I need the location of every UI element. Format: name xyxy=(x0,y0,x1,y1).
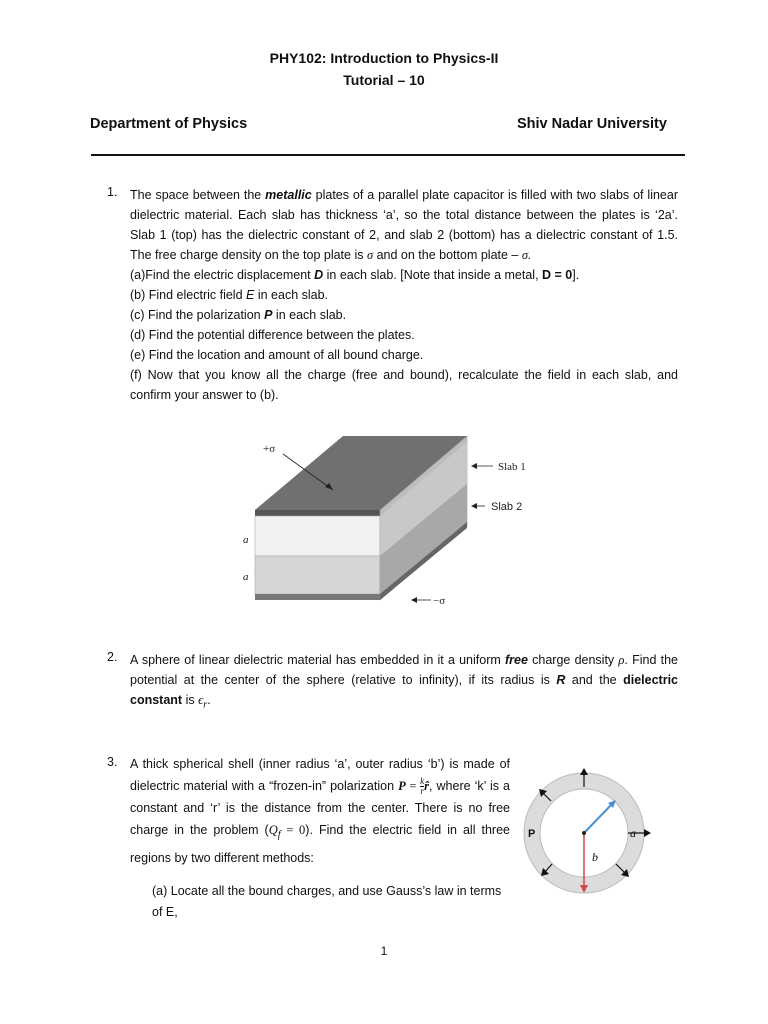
q3-text-2: , where ‘k’ is a constant and ‘r’ is the distance from the center. There is no free charge in the problem ( xyxy=(130,779,510,837)
q1-text-1: The space between the xyxy=(130,188,266,202)
question-3-part-a: (a) Locate all the bound charges, and use Gauss’s law in terms of E, xyxy=(152,884,502,919)
center-point xyxy=(582,831,586,835)
slab-2-arrowhead xyxy=(471,503,477,509)
q3-equals: = xyxy=(405,779,421,793)
q3-Q-sub: f xyxy=(277,829,281,841)
department-name: Department of Physics xyxy=(90,116,248,132)
question-1-part-a xyxy=(130,265,678,285)
q2-text-4: and the xyxy=(565,673,624,687)
inner-radius-label: a xyxy=(630,826,636,840)
question-1-part-d: (d) Find the potential difference between the plates. xyxy=(130,328,415,342)
question-1-part-f: (f) Now that you know all the charge (free and bound), recalculate the field in each slab, and confirm your answer to (b). xyxy=(130,368,678,402)
q2-epsilon: ϵ xyxy=(198,693,204,707)
question-1-part-b xyxy=(130,285,678,305)
q2-rho: ρ xyxy=(618,653,625,667)
slab-1-label: Slab 1 xyxy=(498,461,526,473)
q3-text-3: ). Find the electric field in all three regions by two different methods: xyxy=(130,823,510,865)
q2-free: free xyxy=(505,653,528,667)
top-plate-edge xyxy=(255,510,380,516)
q1a-D: D xyxy=(314,268,324,282)
question-1-number: 1. xyxy=(107,185,118,199)
q1-sigma-end: σ. xyxy=(521,248,532,262)
polarization-arrowhead-right xyxy=(644,829,651,837)
capacitor-slab-figure xyxy=(235,430,565,610)
minus-sigma-arrowhead xyxy=(411,597,417,603)
q1-text-2: plates of a parallel plate capacitor is filled with two slabs of linear dielectric material. Each slab has thickness ‘a’, so the total distance between the plates is ‘2a’. Slab 1 (top) has the dielectric constant of 2, and slab 2 (bottom) has a dielectric constant of 1.5. The free charge density on the top plate is xyxy=(130,188,678,262)
thickness-a-1: a xyxy=(243,534,249,546)
polarization-label: P xyxy=(528,828,536,840)
q1a-end: ]. xyxy=(572,268,580,282)
q1b-text: (b) Find electric field xyxy=(130,288,247,302)
question-1-part-e: (e) Find the location and amount of all bound charge. xyxy=(130,348,424,362)
q1c-P: P xyxy=(264,308,273,322)
q1c-end: in each slab. xyxy=(272,308,347,322)
q2-text-6: . xyxy=(207,693,211,707)
q2-epsilon-sub: r xyxy=(203,699,208,711)
q1-text-3: and on the bottom plate – xyxy=(373,248,522,262)
q3-Q: Q xyxy=(268,823,278,837)
q3-frac-num: k xyxy=(420,776,425,787)
q2-text-1: A sphere of linear dielectric material has embedded in it a uniform xyxy=(130,653,505,667)
polarization-arrowhead-up xyxy=(580,768,588,775)
bottom-plate-edge xyxy=(255,594,380,600)
university-name: Shiv Nadar University xyxy=(517,116,667,132)
q2-dielectric-constant: dielectric constant xyxy=(130,673,678,707)
header-divider xyxy=(91,154,685,156)
question-1 xyxy=(130,185,678,405)
question-3 xyxy=(130,753,510,869)
spherical-shell-figure xyxy=(518,765,670,905)
q3-rhat: r̂ xyxy=(424,779,430,793)
q1a-text: (a)Find the electric displacement xyxy=(130,268,315,282)
q2-R: R xyxy=(556,673,566,687)
q1a-D0: D = 0 xyxy=(542,268,573,282)
question-3-text xyxy=(130,753,510,869)
question-2-number: 2. xyxy=(107,650,118,664)
q3-P: P xyxy=(398,779,406,793)
minus-sigma-label: −σ xyxy=(433,595,446,607)
question-2-text xyxy=(130,650,678,716)
q2-text-3: . Find the potential at the center of the sphere (relative to infinity), if its radius is xyxy=(130,653,678,687)
q1a-mid: in each slab. [Note that inside a metal, xyxy=(323,268,543,282)
q1-metallic: metallic xyxy=(265,188,312,202)
thickness-a-2: a xyxy=(243,571,249,583)
tutorial-title: Tutorial – 10 xyxy=(343,72,425,88)
question-1-intro xyxy=(130,185,678,265)
q3-Q-eq: = 0 xyxy=(280,823,306,837)
q1b-end: in each slab. xyxy=(254,288,329,302)
q2-text-5: is xyxy=(182,693,199,707)
question-2 xyxy=(130,650,678,716)
question-1-part-c xyxy=(130,305,678,325)
plus-sigma-label: +σ xyxy=(263,443,276,455)
slab-1-arrowhead xyxy=(471,463,477,469)
outer-radius-label: b xyxy=(592,850,598,864)
slab-2-label: Slab 2 xyxy=(491,501,523,513)
q2-text-2: charge density xyxy=(527,653,619,667)
slab-1-front xyxy=(255,516,380,556)
q1-sigma: σ xyxy=(366,248,374,262)
page-number: 1 xyxy=(380,944,388,958)
q3-text-1: A thick spherical shell (inner radius ‘a’, outer radius ‘b’) is made of dielectric material with a “frozen-in” polarization xyxy=(130,757,510,793)
q3-frac-den: r xyxy=(420,786,424,797)
q1c-text: (c) Find the polarization xyxy=(130,308,265,322)
course-title: PHY102: Introduction to Physics-II xyxy=(269,50,499,66)
question-3-number: 3. xyxy=(107,755,118,769)
q1b-E: E xyxy=(246,288,255,302)
slab-2-front xyxy=(255,556,380,594)
